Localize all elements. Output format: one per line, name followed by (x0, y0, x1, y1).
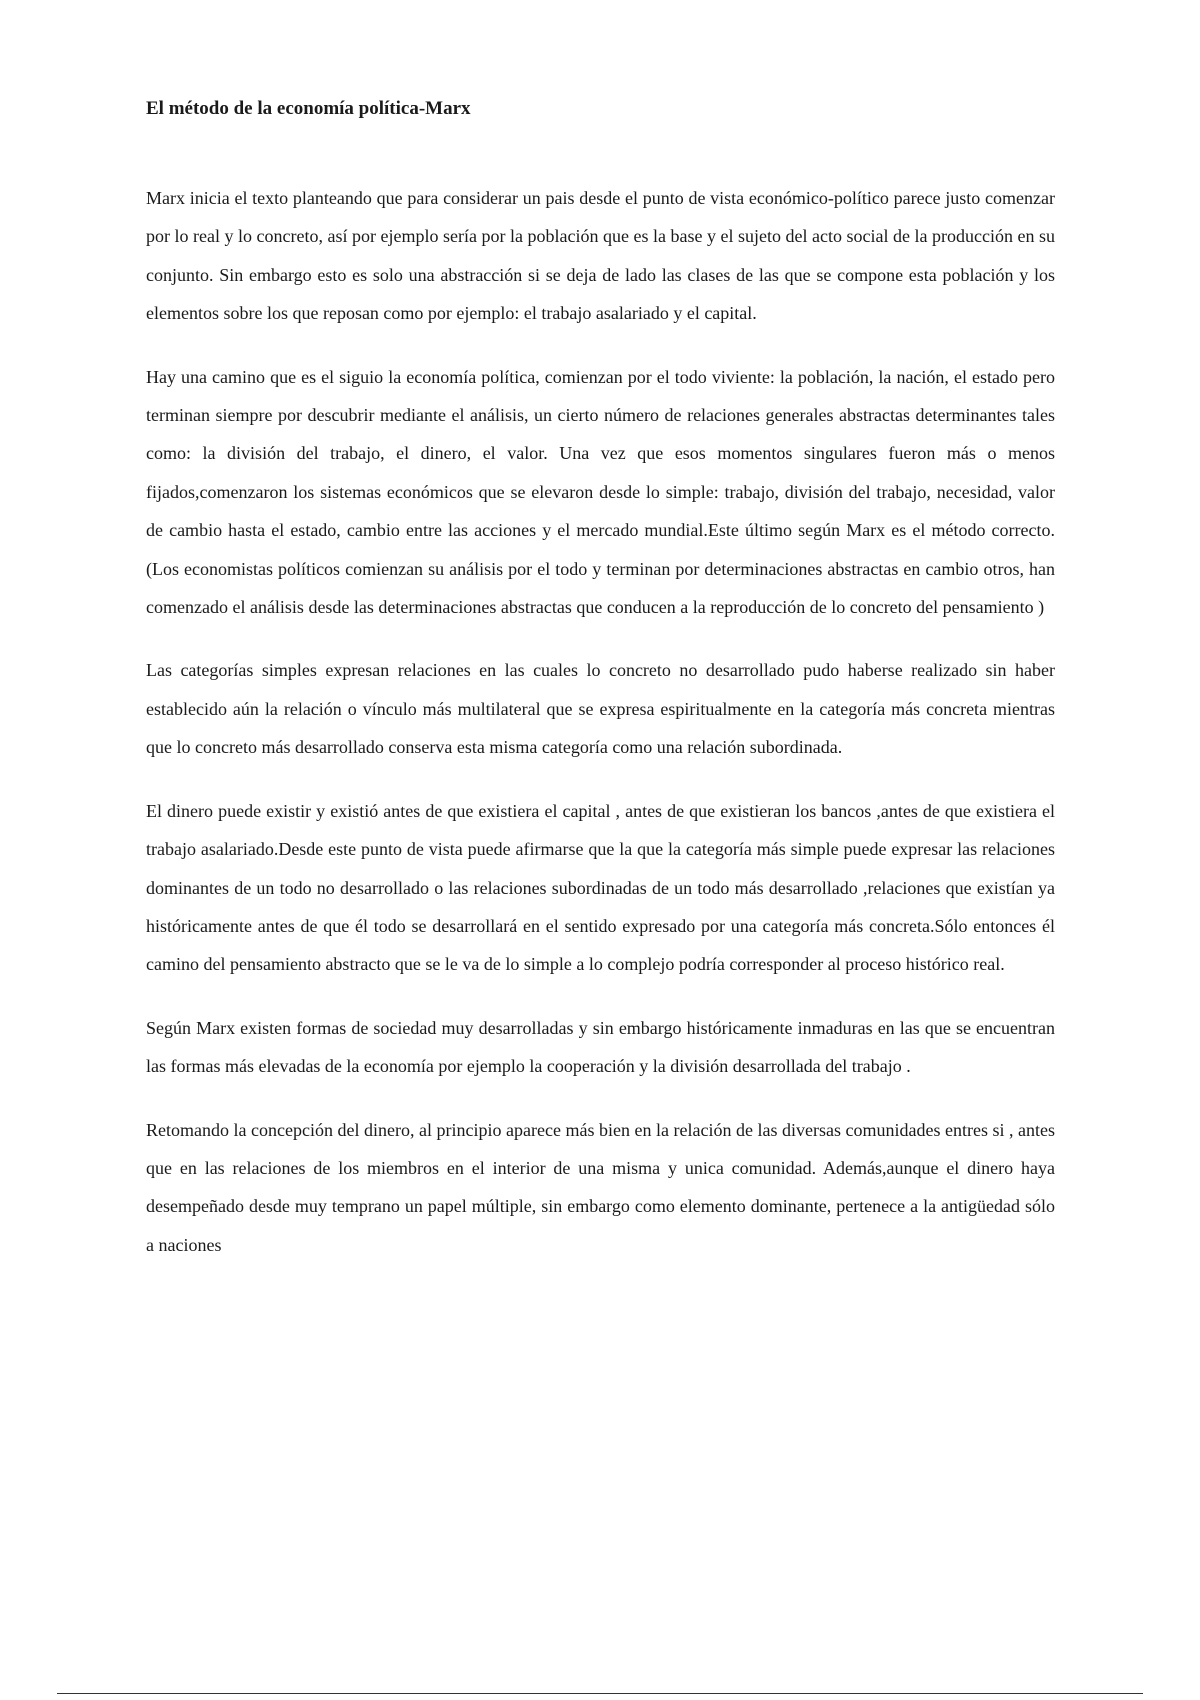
document-page (146, 96, 1055, 1289)
document-body (146, 179, 1055, 1264)
paragraph-6: Retomando la concepción del dinero, al principio aparece más bien en la relación de las diversas comunidades entres si , antes que en las relaciones de los miembros en el interior de una misma y unica comunidad. Además,aunque el dinero haya desempeñado desde muy temprano un papel múltiple, sin embargo como elemento dominante, pertenece a la antigüedad sólo a naciones (146, 1119, 1055, 1255)
paragraph-1: Marx inicia el texto planteando que para considerar un pais desde el punto de vista económico-político parece justo comenzar por lo real y lo concreto, así por ejemplo sería por la población que es la base y el sujeto del acto social de la producción en su conjunto. Sin embargo esto es solo una abstracción si se deja de lado las clases de las que se compone esta población y los elementos sobre los que reposan como por ejemplo: el trabajo asalariado y el capital. (146, 188, 1055, 324)
paragraph-5: Según Marx existen formas de sociedad muy desarrolladas y sin embargo históricamente inmaduras en las que se encuentran las formas más elevadas de la economía por ejemplo la cooperación y la división desarrollada del trabajo . (146, 1017, 1055, 1077)
paragraph-2: Hay una camino que es el siguio la economía política, comienzan por el todo viviente: la población, la nación, el estado pero terminan siempre por descubrir mediante el análisis, un cierto número de relaciones generales abstractas determinantes tales como: la división del trabajo, el dinero, el valor. Una vez que esos momentos singulares fueron más o menos fijados,comenzaron los sistemas económicos que se elevaron desde lo simple: trabajo, división del trabajo, necesidad, valor de cambio hasta el estado, cambio entre las acciones y el mercado mundial.Este último según Marx es el método correcto. (Los economistas políticos comienzan su análisis por el todo y terminan por determinaciones abstractas en cambio otros, han comenzado el análisis desde las determinaciones abstractas que conducen a la reproducción de lo concreto del pensamiento ) (146, 366, 1055, 618)
footer-divider (57, 1693, 1143, 1694)
document-title: El método de la economía política-Marx (146, 98, 471, 119)
paragraph-3: Las categorías simples expresan relaciones en las cuales lo concreto no desarrollado pudo haberse realizado sin haber establecido aún la relación o vínculo más multilateral que se expresa espiritualmente en la categoría más concreta mientras que lo concreto más desarrollado conserva esta misma categoría como una relación subordinada. (146, 660, 1055, 758)
paragraph-4: El dinero puede existir y existió antes de que existiera el capital , antes de que existieran los bancos ,antes de que existiera el trabajo asalariado.Desde este punto de vista puede afirmarse que la que la categoría más simple puede expresar las relaciones dominantes de un todo no desarrollado o las relaciones subordinadas de un todo más desarrollado ,relaciones que existían ya históricamente antes de que él todo se desarrollará en el sentido expresado por una categoría más concreta.Sólo entonces él camino del pensamiento abstracto que se le va de lo simple a lo complejo podría corresponder al proceso histórico real. (146, 800, 1055, 975)
